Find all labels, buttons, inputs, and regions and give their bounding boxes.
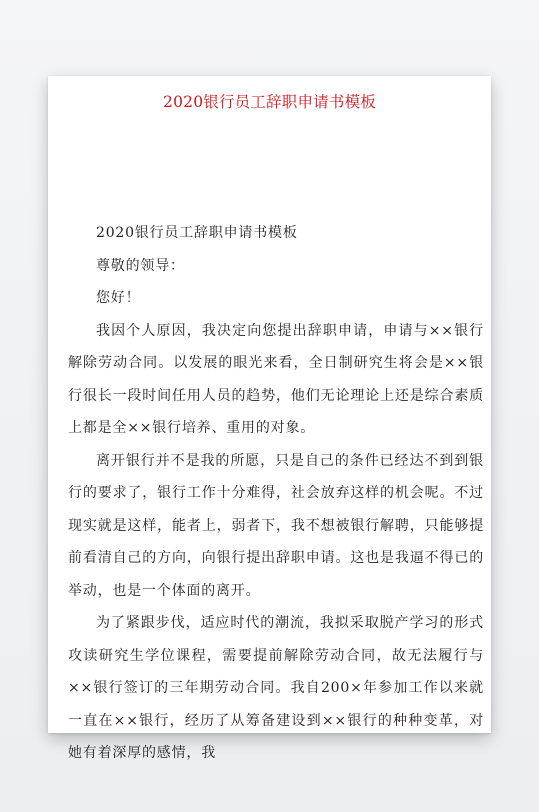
paragraph-1: 我因个人原因，我决定向您提出辞职申请，申请与××银行解除劳动合同。以发展的眼光来看，全日制研究生将会是××银行很长一段时间任用人员的趋势，他们无论理论上还是综合素质上都是全××银行培养、重用的对象。: [68, 322, 484, 436]
paragraph-3: 为了紧跟步伐，适应时代的潮流，我拟采取脱产学习的形式攻读研究生学位课程，需要提前解除劳动合同，故无法履行与××银行签订的三年期劳动合同。我自200×年参加工作以来就一直在××银行，经历了从筹备建设到××银行的种种变革，对她有着深厚的感情，我: [68, 615, 484, 761]
document-page: [48, 76, 491, 761]
document-body: [68, 217, 484, 770]
document-heading: 2020银行员工辞职申请书模板: [96, 225, 298, 241]
document-title: 2020银行员工辞职申请书模板: [163, 93, 376, 111]
greeting: 您好！: [96, 290, 141, 306]
salutation: 尊敬的领导：: [96, 257, 185, 274]
paragraph-2: 离开银行并不是我的所愿，只是自己的条件已经达不到到银行的要求了，银行工作十分难得，社会放弃这样的机会呢。不过现实就是这样，能者上，弱者下，我不想被银行解聘，只能够提前看清自己的方向，向银行提出辞职申请。这也是我逼不得已的举动，也是一个体面的离开。: [68, 452, 484, 599]
